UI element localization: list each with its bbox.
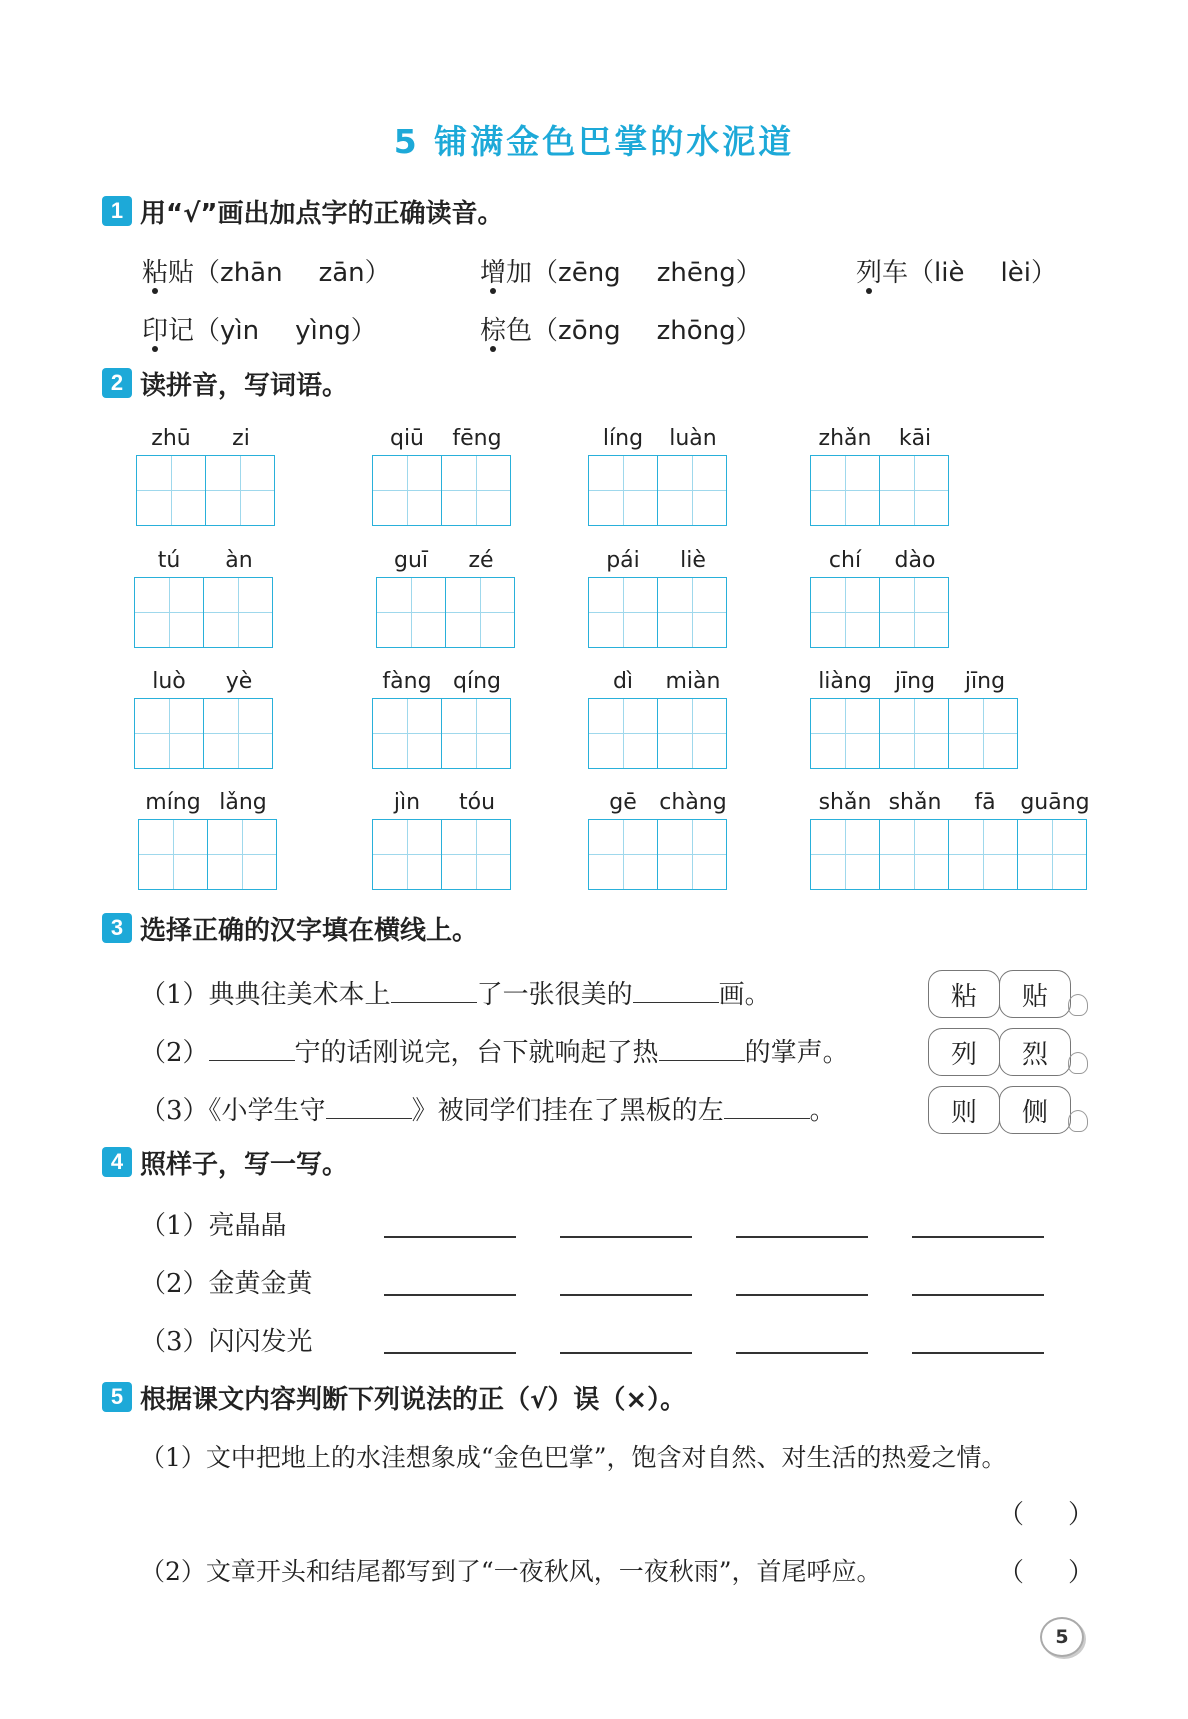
q1-item: 粘贴（zhān zān） (142, 258, 391, 288)
writing-grid[interactable] (372, 819, 511, 890)
choice-option[interactable]: 粘 (928, 970, 1000, 1018)
dotted-char: 增 (480, 258, 507, 288)
pinyin: zi (232, 426, 250, 451)
answer-paren-open: （ (998, 1500, 1025, 1530)
writing-grid[interactable] (138, 819, 277, 890)
pinyin: zé (468, 548, 494, 573)
q4-item: （2）金黄金黄 (140, 1269, 313, 1299)
answer-line[interactable] (560, 1236, 692, 1238)
pinyin: chàng (659, 790, 727, 815)
q1-item: 印记（yìn yìng） (142, 316, 377, 346)
pinyin: tú (157, 548, 181, 573)
answer-line[interactable] (912, 1294, 1044, 1296)
section-4-header (102, 1145, 348, 1179)
answer-line[interactable] (560, 1352, 692, 1354)
choice-options (928, 1028, 1070, 1076)
answer-line[interactable] (736, 1236, 868, 1238)
writing-grid[interactable] (372, 698, 511, 769)
pinyin: jīng (894, 669, 936, 694)
section-number: 5 (102, 1382, 132, 1412)
section-number: 3 (102, 913, 132, 943)
q1-item: 棕色（zōng zhōng） (480, 316, 762, 346)
pinyin: míng (145, 790, 201, 815)
choice-option[interactable]: 贴 (999, 970, 1071, 1018)
section-3-header (102, 911, 478, 945)
section-title: 读拼音，写词语。 (140, 370, 349, 401)
pinyin: shǎn (888, 790, 942, 815)
section-title: 选择正确的汉字填在横线上。 (140, 915, 479, 946)
pinyin: fēng (452, 426, 502, 451)
pinyin: lǎng (219, 790, 267, 815)
section-title: 照样子，写一写。 (140, 1149, 349, 1180)
writing-grid[interactable] (134, 577, 273, 648)
answer-line[interactable] (384, 1352, 516, 1354)
section-title: 根据课文内容判断下列说法的正（√）误（×）。 (140, 1384, 687, 1415)
pinyin: pái (606, 548, 640, 573)
pinyin: tóu (458, 790, 496, 815)
answer-blank[interactable] (724, 1096, 810, 1119)
answer-blank[interactable] (326, 1096, 412, 1119)
q4-item: （3）闪闪发光 (140, 1327, 313, 1357)
section-5-header (102, 1380, 686, 1414)
page-title: 5 铺满金色巴掌的水泥道 (393, 122, 795, 161)
pinyin: kāi (898, 426, 932, 451)
writing-grid[interactable] (588, 577, 727, 648)
section-number: 4 (102, 1147, 132, 1177)
pinyin: qiū (389, 426, 425, 451)
choice-options (928, 1086, 1070, 1134)
writing-grid[interactable] (588, 698, 727, 769)
answer-line[interactable] (384, 1236, 516, 1238)
q5-item: （1）文中把地上的水洼想象成“金色巴掌”，饱含对自然、对生活的热爱之情。 (140, 1443, 1007, 1472)
pinyin: qíng (453, 669, 501, 694)
dotted-char: 棕 (480, 316, 507, 346)
writing-grid[interactable] (136, 455, 275, 526)
pinyin: chí (828, 548, 862, 573)
answer-line[interactable] (736, 1294, 868, 1296)
choice-option[interactable]: 侧 (999, 1086, 1071, 1134)
pinyin: fàng (382, 669, 432, 694)
pinyin: líng (602, 426, 644, 451)
pinyin: jīng (964, 669, 1006, 694)
pinyin: zhū (151, 426, 191, 451)
q1-item: 列车（liè lèi） (856, 258, 1057, 288)
choice-option[interactable]: 烈 (999, 1028, 1071, 1076)
mouse-icon (1068, 994, 1088, 1016)
pinyin: guī (393, 548, 429, 573)
q3-item: （2） 宁的话刚说完，台下就响起了热 的掌声。 (140, 1038, 849, 1068)
pinyin: liàng (818, 669, 872, 694)
pinyin: shǎn (818, 790, 872, 815)
pinyin: luò (152, 669, 186, 694)
q1-item: 增加（zēng zhēng） (480, 258, 762, 288)
dotted-char: 列 (856, 258, 883, 288)
pinyin: zhǎn (818, 426, 872, 451)
writing-grid[interactable] (588, 819, 727, 890)
answer-paren-close: ） (1068, 1558, 1095, 1588)
pinyin: fā (974, 790, 996, 815)
pinyin: jìn (393, 790, 421, 815)
q3-item: （1）典典往美术本上 了一张很美的 画。 (140, 980, 771, 1010)
writing-grid[interactable] (588, 455, 727, 526)
q3-item: （3）《小学生守 》被同学们挂在了黑板的左 。 (140, 1096, 836, 1126)
answer-line[interactable] (912, 1352, 1044, 1354)
section-number: 1 (102, 196, 132, 226)
writing-grid[interactable] (810, 455, 949, 526)
answer-blank[interactable] (633, 980, 719, 1003)
pinyin: dì (612, 669, 634, 694)
section-number: 2 (102, 368, 132, 398)
writing-grid[interactable] (810, 698, 1018, 769)
pinyin: miàn (665, 669, 721, 694)
q5-item: （2）文章开头和结尾都写到了“一夜秋风，一夜秋雨”，首尾呼应。 (140, 1557, 882, 1586)
answer-line[interactable] (736, 1352, 868, 1354)
answer-paren-open: （ (998, 1558, 1025, 1588)
answer-line[interactable] (912, 1236, 1044, 1238)
mouse-icon (1068, 1110, 1088, 1132)
writing-grid[interactable] (134, 698, 273, 769)
dotted-char: 粘 (142, 258, 169, 288)
writing-grid[interactable] (810, 819, 1087, 890)
writing-grid[interactable] (372, 455, 511, 526)
dotted-char: 印 (142, 316, 169, 346)
choice-option[interactable]: 则 (928, 1086, 1000, 1134)
pinyin: àn (225, 548, 253, 573)
pinyin: dào (894, 548, 936, 573)
page-number: 5 (1040, 1617, 1084, 1657)
pinyin: luàn (669, 426, 717, 451)
section-2-header (102, 366, 348, 400)
writing-grid[interactable] (376, 577, 515, 648)
section-title: 用“√”画出加点字的正确读音。 (140, 198, 504, 229)
pinyin: liè (680, 548, 706, 573)
answer-line[interactable] (560, 1294, 692, 1296)
pinyin: yè (225, 669, 253, 694)
answer-blank[interactable] (659, 1038, 745, 1061)
mouse-icon (1068, 1052, 1088, 1074)
answer-line[interactable] (384, 1294, 516, 1296)
choice-option[interactable]: 列 (928, 1028, 1000, 1076)
q4-item: （1）亮晶晶 (140, 1211, 287, 1241)
writing-grid[interactable] (810, 577, 949, 648)
pinyin: guāng (1020, 790, 1090, 815)
answer-blank[interactable] (209, 1038, 295, 1061)
answer-paren-close: ） (1068, 1500, 1095, 1530)
pinyin: gē (609, 790, 637, 815)
section-1-header (102, 194, 504, 228)
answer-blank[interactable] (391, 980, 477, 1003)
choice-options (928, 970, 1070, 1018)
